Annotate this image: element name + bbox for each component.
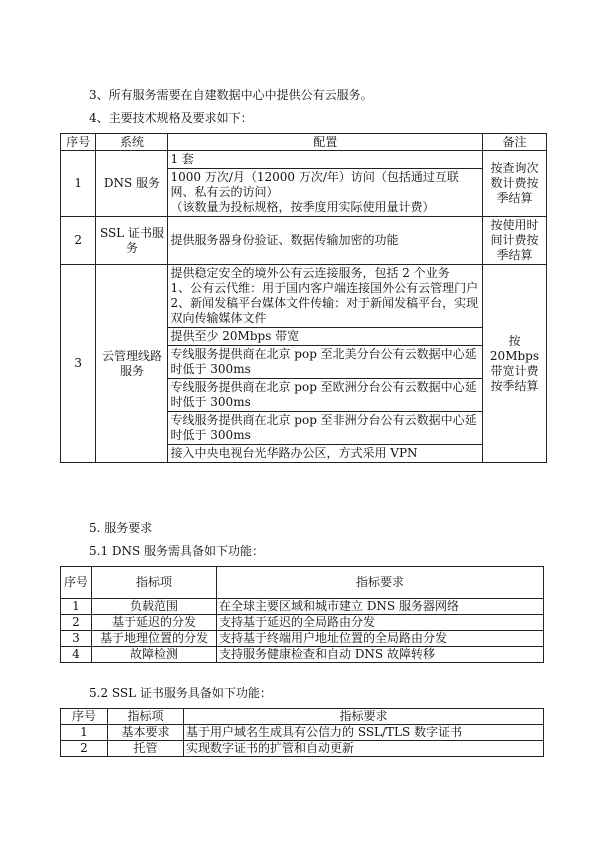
config-line: 接入中央电视台光华路办公区，方式采用 VPN (168, 444, 481, 462)
section-5-2-heading: 5.2 SSL 证书服务具备如下功能： (89, 686, 272, 700)
row-no: 4 (61, 647, 92, 663)
section-5-1-heading: 5.1 DNS 服务需具备如下功能： (89, 544, 265, 558)
section-5-heading: 5. 服务要求 (89, 521, 153, 535)
row-no: 1 (61, 599, 92, 615)
header-item: 指标项 (108, 709, 184, 725)
ssl-table (60, 708, 544, 757)
row-req: 支持基于终端用户地址位置的全局路由分发 (217, 631, 544, 647)
table-row (61, 265, 547, 463)
header-item: 指标项 (92, 567, 217, 599)
config-line: 1 套 (170, 152, 194, 166)
paragraph-3: 3、所有服务需要在自建数据中心中提供公有云服务。 (89, 88, 373, 102)
row-item: 基于地理位置的分发 (92, 631, 217, 647)
row-item: 托管 (108, 741, 184, 757)
table-row (61, 725, 544, 741)
row-note: 按 20Mbps 带宽计费按季结算 (482, 265, 546, 463)
table-header-row (61, 709, 544, 725)
table-row (61, 599, 544, 615)
row-no: 2 (61, 217, 96, 265)
row-req: 在全球主要区域和城市建立 DNS 服务器网络 (217, 599, 544, 615)
row-req: 实现数字证书的扩管和自动更新 (184, 741, 544, 757)
row-req: 支持服务健康检查和自动 DNS 故障转移 (217, 647, 544, 663)
table-row (61, 217, 547, 265)
row-config: 提供服务器身份验证、数据传输加密的功能 (168, 217, 482, 265)
row-item: 基于延迟的分发 (92, 615, 217, 631)
dns-table (60, 566, 544, 663)
header-no: 序号 (61, 709, 108, 725)
header-config: 配置 (168, 134, 482, 151)
config-line: 1000 万次/月（12000 万次/年）访问（包括通过互联网、私有云的访问） （该数量为投标规格，按季度用实际使用量计费） (168, 168, 481, 216)
spec-table (60, 133, 547, 463)
row-item: 负载范围 (92, 599, 217, 615)
table-row (61, 647, 544, 663)
row-req: 基于用户域名生成具有公信力的 SSL/TLS 数字证书 (184, 725, 544, 741)
row-item: 基本要求 (108, 725, 184, 741)
row-system: DNS 服务 (96, 151, 168, 217)
header-req: 指标要求 (217, 567, 544, 599)
config-line: 提供至少 20Mbps 带宽 (168, 327, 481, 345)
row-no: 3 (61, 631, 92, 647)
row-no: 1 (61, 725, 108, 741)
table-row (61, 151, 547, 217)
header-no: 序号 (61, 134, 96, 151)
paragraph-4: 4、主要技术规格及要求如下： (89, 111, 253, 125)
row-config (168, 151, 482, 217)
header-req: 指标要求 (184, 709, 544, 725)
table-row (61, 741, 544, 757)
row-req: 支持基于延迟的全局路由分发 (217, 615, 544, 631)
row-no: 2 (61, 615, 92, 631)
table-header-row (61, 567, 544, 599)
header-note: 备注 (482, 134, 546, 151)
row-note: 按查询次数计费按季结算 (482, 151, 546, 217)
table-header-row (61, 134, 547, 151)
table-row (61, 631, 544, 647)
header-no: 序号 (61, 567, 92, 599)
row-no: 1 (61, 151, 96, 217)
row-no: 3 (61, 265, 96, 463)
config-line: 专线服务提供商在北京 pop 至欧洲分台公有云数据中心延时低于 300ms (168, 378, 481, 411)
table-row (61, 615, 544, 631)
header-system: 系统 (96, 134, 168, 151)
row-system: SSL 证书服务 (96, 217, 168, 265)
row-config (168, 265, 482, 463)
row-no: 2 (61, 741, 108, 757)
row-note: 按使用时间计费按季结算 (482, 217, 546, 265)
config-line: 专线服务提供商在北京 pop 至非洲分台公有云数据中心延时低于 300ms (168, 411, 481, 444)
config-line: 提供稳定安全的境外公有云连接服务，包括 2 个业务 1、公有云代维：用于国内客户端连接国外公有云管理门户 2、新闻发稿平台媒体文件传输：对于新闻发稿平台，实现双向传输媒体文件 (170, 266, 479, 325)
config-line: 专线服务提供商在北京 pop 至北美分台公有云数据中心延时低于 300ms (168, 345, 481, 378)
row-item: 故障检测 (92, 647, 217, 663)
row-system: 云管理线路服务 (96, 265, 168, 463)
